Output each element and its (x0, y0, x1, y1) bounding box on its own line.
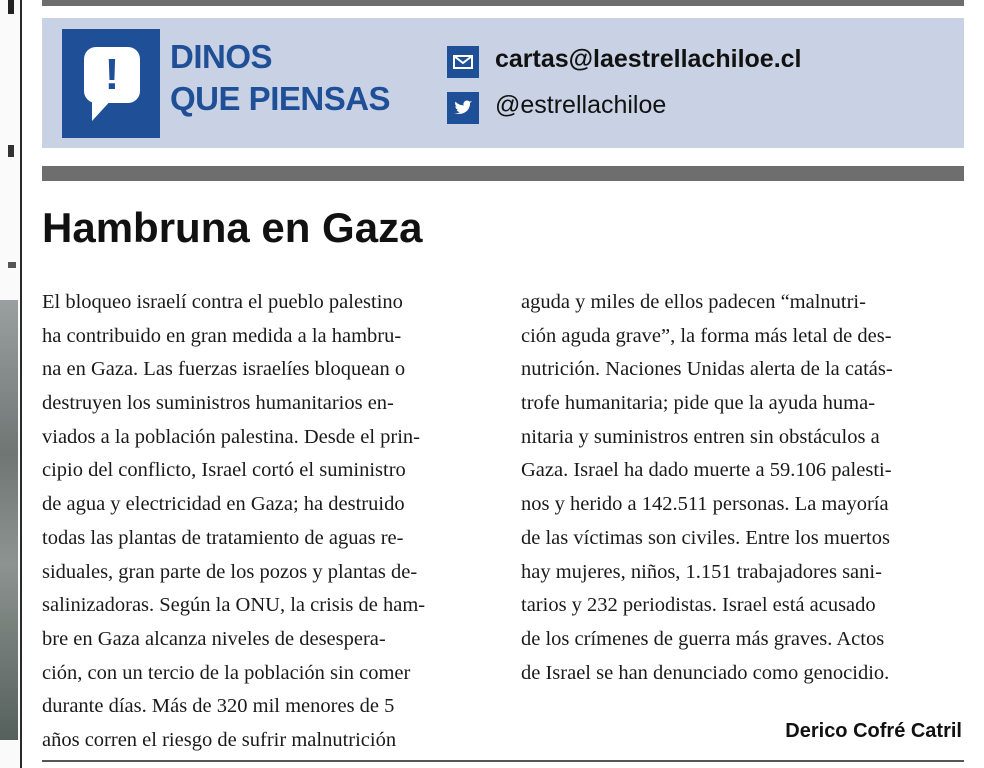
article-text-line: cipio del conflicto, Israel cortó el suministro (42, 459, 406, 482)
top-rule-bar (42, 0, 964, 6)
adjacent-page-mark (8, 0, 14, 14)
author-signature: Derico Cofré Catril (785, 720, 962, 742)
article-text-line: El bloqueo israelí contra el pueblo palestino (42, 291, 403, 313)
exclamation-bubble-icon: ! (62, 29, 160, 138)
article-text-line: durante días. Más de 320 mil menores de 5 (42, 695, 395, 718)
twitter-bird-icon (447, 92, 479, 124)
article-text-line: Gaza. Israel ha dado muerte a 59.106 palesti- (521, 459, 892, 482)
twitter-handle[interactable]: @estrellachiloe (495, 91, 667, 119)
article-text-line: siduales, gran parte de los pozos y plantas de- (42, 560, 418, 583)
article-text-line: trofe humanitaria; pide que la ayuda huma- (521, 392, 876, 415)
article-text-line: salinizadoras. Según la ONU, la crisis de ham- (42, 594, 426, 617)
letters-banner (42, 18, 964, 148)
adjacent-page-mark (8, 262, 16, 268)
article-text-line: años corren el riesgo de sufrir malnutrición (42, 728, 397, 751)
article-text-line: nos y herido a 142.511 personas. La mayoría (521, 493, 889, 516)
contact-email[interactable] (447, 42, 947, 76)
article-text-line: nutrición. Naciones Unidas alerta de la catás- (521, 358, 893, 381)
article-text-line: na en Gaza. Las fuerzas israelíes bloquean o (42, 358, 406, 381)
article-headline: Hambruna en Gaza (42, 204, 423, 251)
article-text-line: nitaria y suministros entren sin obstáculos a (521, 425, 880, 448)
article-text-line: aguda y miles de ellos padecen “malnutri- (521, 291, 866, 313)
article-text-line: todas las plantas de tratamiento de aguas re- (42, 526, 404, 549)
article-text-line: de agua y electricidad en Gaza; ha destruido (42, 493, 405, 516)
email-address[interactable]: cartas@laestrellachiloe.cl (495, 45, 802, 73)
article-text-line: destruyen los suministros humanitarios en- (42, 392, 394, 415)
banner-title-line1: DINOS (170, 38, 273, 75)
article-text-line: de las víctimas son civiles. Entre los muertos (521, 526, 890, 549)
article-column-2 (521, 286, 961, 690)
article-text-line: ción aguda grave”, la forma más letal de des- (521, 324, 892, 347)
article-text-line: viados a la población palestina. Desde el prin- (42, 425, 420, 448)
article-text-line: ha contribuido en gran medida a la hambru- (42, 324, 402, 347)
contact-twitter[interactable] (447, 88, 947, 122)
article-column-1 (42, 286, 502, 758)
article-text-line: hay mujeres, niños, 1.151 trabajadores sani- (521, 560, 882, 583)
adjacent-photo-edge (0, 300, 18, 740)
bottom-rule (42, 760, 964, 762)
banner-title (170, 36, 390, 120)
article-text-line: de los crímenes de guerra más graves. Actos (521, 627, 885, 650)
article-text-line: tarios y 232 periodistas. Israel está acusado (521, 594, 876, 617)
column-divider (20, 0, 22, 768)
envelope-icon (447, 46, 479, 78)
article-text-line: bre en Gaza alcanza niveles de desespera- (42, 627, 386, 650)
section-rule-bar (42, 166, 964, 181)
article-text-line: ción, con un tercio de la población sin comer (42, 661, 411, 684)
banner-title-line2: QUE PIENSAS (170, 80, 391, 117)
article-text-line: de Israel se han denunciado como genocidio. (521, 661, 890, 684)
adjacent-page-mark (8, 145, 14, 157)
